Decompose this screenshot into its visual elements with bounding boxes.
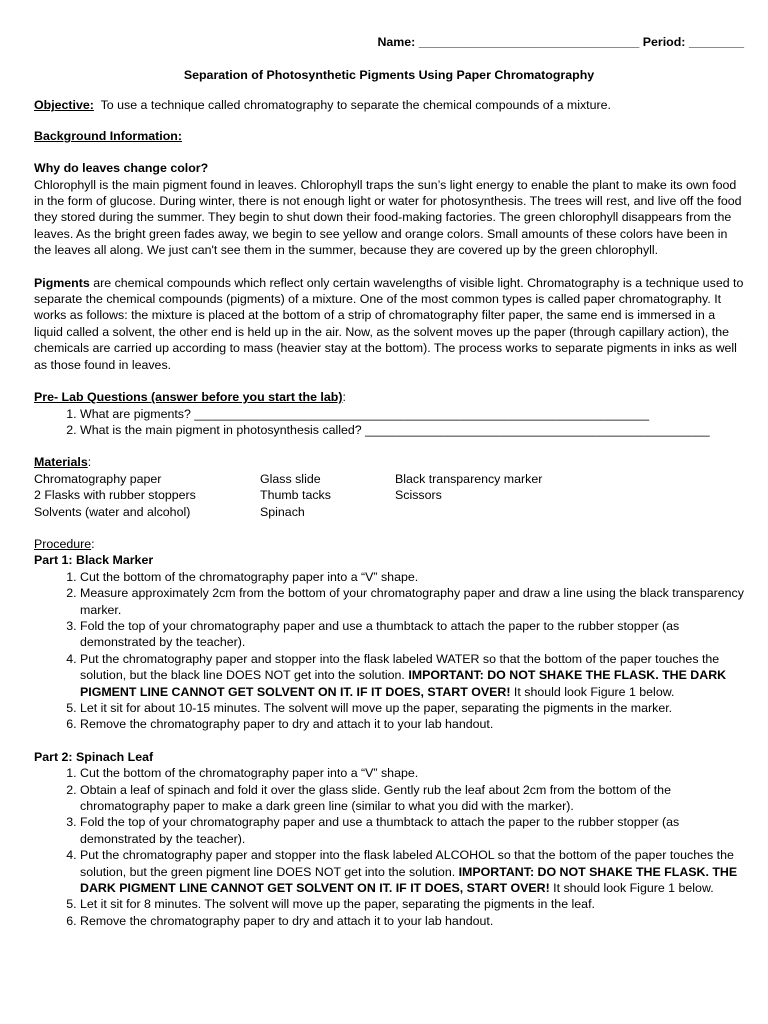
procedure-step: 2. Measure approximately 2cm from the bottom of your chromatography paper and draw a line using the black transparency marker. — [80, 585, 744, 618]
procedure-step — [80, 651, 744, 700]
procedure-step: 1. Cut the bottom of the chromatography paper into a “V” shape. — [80, 765, 744, 781]
material-item: Solvents (water and alcohol) — [34, 504, 191, 519]
objective-label: Objective: — [34, 98, 94, 113]
procedure-step — [80, 847, 744, 896]
prelab-heading: Pre- Lab Questions (answer before you start the lab) — [34, 390, 343, 405]
step-text: Put the chromatography paper and stopper into the flask labeled ALCOHOL so that the bottom of the paper touches the solution, but the green pigment line DOES NOT get into the solution. — [80, 848, 734, 879]
part1-steps — [34, 569, 744, 733]
pigments-term: Pigments — [34, 275, 90, 290]
materials-grid — [34, 471, 744, 520]
background-heading: Background Information: — [34, 128, 182, 143]
material-item: 2 Flasks with rubber stoppers — [34, 488, 196, 503]
why-leaves-heading: Why do leaves change color? — [34, 161, 209, 176]
pigments-definition: are chemical compounds which reflect only certain wavelengths of visible light. Chromatography is a technique used to separate the chemical compounds (pigments) of a mixture. One of the most common types is called paper chromatography. It works as follows: the mixture is placed at the bottom of a strip of chromatography filter paper, the same end is immersed in a liquid called a solvent, the other end is held up in the air. Now, as the solvent moves up the paper (through capillary action), the chemicals are carried up according to mass (heavier stay at the bottom). The process works to separate pigments in inks as well as those found in leaves. — [34, 275, 744, 372]
material-item: Spinach — [260, 504, 305, 519]
objective — [34, 97, 744, 113]
procedure-step: 1. Cut the bottom of the chromatography paper into a “V” shape. — [80, 569, 744, 585]
figure-note: It should look Figure 1 below. — [510, 684, 675, 699]
procedure-step: 3. Fold the top of your chromatography paper and use a thumbtack to attach the paper to the rubber stopper (as demonstrated by the teacher). — [80, 814, 744, 847]
name-field-label: Name: ________________________________ — [377, 35, 640, 49]
material-item: Thumb tacks — [260, 488, 331, 503]
material-item: Glass slide — [260, 471, 321, 486]
materials-section — [34, 454, 744, 520]
procedure-section — [34, 536, 744, 929]
material-item: Black transparency marker — [395, 471, 543, 486]
procedure-step: 6. Remove the chromatography paper to dry and attach it to your lab handout. — [80, 913, 744, 929]
procedure-step: 5. Let it sit for 8 minutes. The solvent will move up the paper, separating the pigments in the leaf. — [80, 896, 744, 912]
materials-column — [34, 471, 260, 520]
important-warning: IMPORTANT: DO NOT SHAKE THE FLASK. THE DARK PIGMENT LINE CANNOT GET SOLVENT ON IT. IF IT DOES, START OVER! — [80, 668, 727, 699]
background-paragraph-2 — [34, 275, 744, 373]
procedure-heading: Procedure — [34, 536, 92, 551]
procedure-step: 6. Remove the chromatography paper to dry and attach it to your lab handout. — [80, 716, 744, 732]
prelab-question[interactable]: 1. What are pigments? __________________________________________________________________ — [80, 406, 744, 422]
background-paragraph-1: Chlorophyll is the main pigment found in leaves. Chlorophyll traps the sun’s light energy to enable the plant to make its own food in the form of glucose. During winter, there is not enough light or water for photosynthesis. The trees will rest, and live off the food they stored during the summer. They begin to shut down their food-making factories. The green chlorophyll disappears from the leaves. As the bright green fades away, we begin to see yellow and orange colors. Small amounts of these colors have been in the leaves all along. We just can't see them in the summer, because they are covered up by the green chlorophyll. — [34, 177, 742, 258]
materials-heading: Materials — [34, 455, 88, 470]
materials-column — [395, 471, 595, 520]
material-item: Scissors — [395, 488, 442, 503]
objective-text: To use a technique called chromatography to separate the chemical compounds of a mixture. — [100, 98, 611, 113]
prelab-colon: : — [342, 390, 346, 405]
header — [34, 34, 744, 52]
materials-column — [260, 471, 395, 520]
part1-heading: Part 1: Black Marker — [34, 553, 154, 568]
prelab-question[interactable]: 2. What is the main pigment in photosynthesis called? __________________________________________________ — [80, 422, 744, 438]
materials-colon: : — [87, 455, 92, 470]
prelab-question-list — [34, 406, 744, 439]
period-field-label: Period: ________ — [642, 35, 744, 49]
procedure-step: 5. Let it sit for about 10-15 minutes. The solvent will move up the paper, separating the pigments in the marker. — [80, 700, 744, 716]
figure-note: It should look Figure 1 below. — [549, 881, 714, 896]
important-warning: IMPORTANT: DO NOT SHAKE THE FLASK. THE DARK PIGMENT LINE CANNOT GET SOLVENT ON IT. IF IT DOES, START OVER! — [80, 864, 738, 896]
prelab-section — [34, 389, 744, 438]
step-text: Put the chromatography paper and stopper into the flask labeled WATER so that the bottom of the paper touches the solution, but the black line DOES NOT get into the solution. — [80, 651, 720, 683]
page-title: Separation of Photosynthetic Pigments Using Paper Chromatography — [183, 68, 595, 82]
part2-steps — [34, 765, 744, 929]
procedure-step: 3. Fold the top of your chromatography paper and use a thumbtack to attach the paper to the rubber stopper (as demonstrated by the teacher). — [80, 618, 744, 651]
part2-heading: Part 2: Spinach Leaf — [34, 749, 154, 764]
procedure-colon: : — [91, 536, 95, 551]
material-item: Chromatography paper — [34, 471, 162, 486]
procedure-step: 2. Obtain a leaf of spinach and fold it over the glass slide. Gently rub the leaf about 2cm from the bottom of the chromatography paper to make a dark green line (similar to what you did with the marker). — [80, 782, 744, 815]
